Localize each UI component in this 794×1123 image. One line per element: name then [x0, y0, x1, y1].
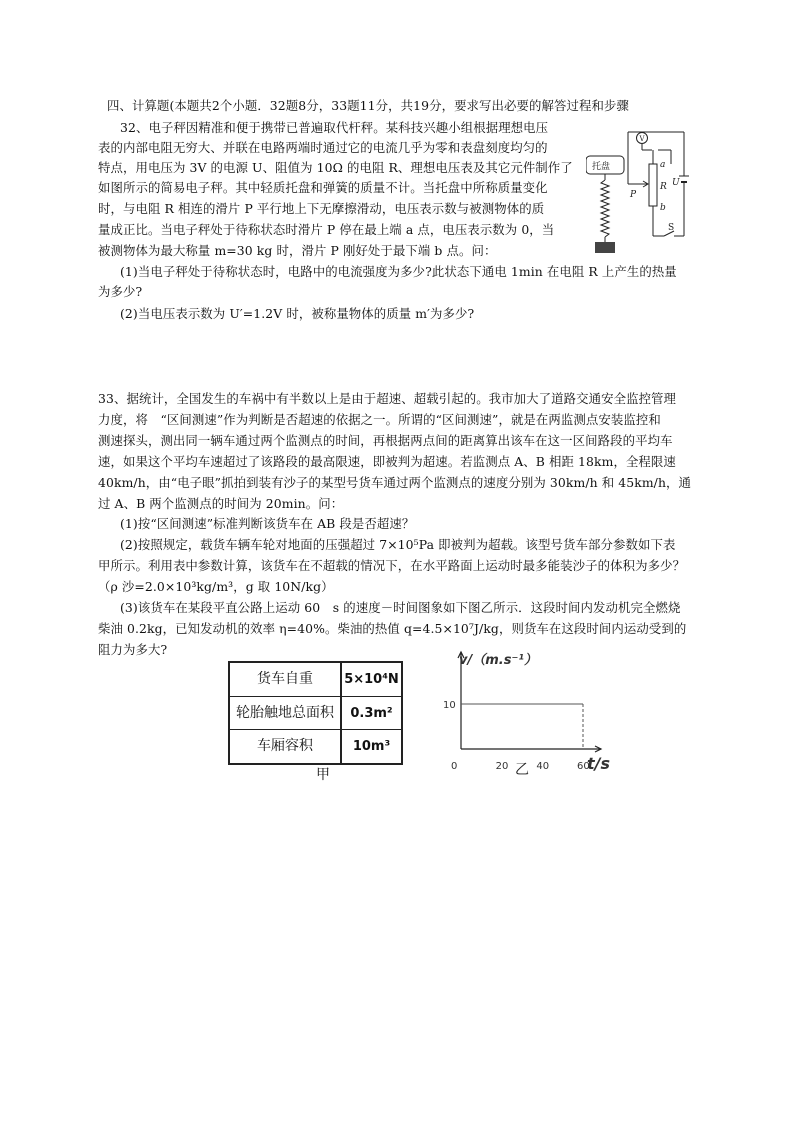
- x-tick-label: 0: [451, 761, 458, 772]
- table-value: 10m³: [352, 739, 391, 754]
- table-key: 轮胎触地总面积: [230, 697, 342, 730]
- section-heading: 四、计算题(本题共2个小题．32题8分，33题11分，共19分，要求写出必要的解答过程和步骤: [107, 98, 629, 113]
- velocity-time-chart: [430, 642, 620, 778]
- q33-sub3-line-3: 阻力为多大?: [98, 642, 168, 657]
- q33-sub2-line-1: (2)按照规定，载货车辆车轮对地面的压强超过 7×10⁵Pa 即被判为超载。该型号货车部分参数如下表: [120, 537, 676, 552]
- q33-line-6: 过 A、B 两个监测点的时间为 20min。问：: [98, 496, 344, 511]
- q32-line-3: 特点，用电压为 3V 的电源 U、阻值为 10Ω 的电阻 R、理想电压表及其它元件制作了: [98, 160, 573, 175]
- q33-sub3-line-1: (3)该货车在某段平直公路上运动 60 s 的速度－时间图象如下图乙所示．这段时间内发动机完全燃烧: [120, 600, 681, 615]
- q32-line-5: 时，与电阻 R 相连的滑片 P 平行地上下无摩擦滑动，电压表示数与被测物体的质: [98, 201, 545, 216]
- y-axis-label: v/（m.s⁻¹）: [459, 653, 538, 668]
- table-row: [230, 729, 401, 763]
- q33-sub1: (1)按“区间测速”标准判断该货车在 AB 段是否超速？: [120, 516, 415, 531]
- q33-line-5: 40km/h，由“电子眼”抓拍到装有沙子的某型号货车通过两个监测点的速度分别为 30km/h 和 45km/h，通: [98, 475, 692, 490]
- q33-sub2-line-3: （ρ 沙=2.0×10³kg/m³，g 取 10N/kg）: [98, 579, 334, 594]
- q32-line-1: 32、电子秤因精准和便于携带已普遍取代杆秤。某科技兴趣小组根据理想电压: [120, 120, 549, 135]
- q32-sub1-line-2: 为多少?: [98, 284, 143, 299]
- label-p: P: [630, 190, 637, 200]
- q32-line-7: 被测物体为最大称量 m=30 kg 时，滑片 P 刚好处于最下端 b 点。问：: [98, 243, 497, 258]
- x-tick-label: 60: [577, 761, 590, 772]
- q33-line-3: 测速探头，测出同一辆车通过两个监测点的时间，再根据两点间的距离算出该车在这一区间路段的平均车: [98, 433, 673, 448]
- q32-line-6: 量成正比。当电子秤处于待称状态时滑片 P 停在最上端 a 点，电压表示数为 0，当: [98, 222, 555, 237]
- table-value: 5×10⁴N: [344, 672, 399, 687]
- q32-line-4: 如图所示的简易电子秤。其中轻质托盘和弹簧的质量不计。当托盘中所称质量变化: [98, 180, 548, 195]
- q32-line-2: 表的内部电阻无穷大、并联在电路两端时通过它的电流几乎为零和表盘刻度均匀的: [98, 140, 548, 155]
- table-key: 货车自重: [230, 663, 342, 696]
- x-axis-label: t/s: [587, 754, 611, 773]
- q33-sub2-line-2: 甲所示。利用表中参数计算，该货车在不超载的情况下，在水平路面上运动时最多能装沙子的体积为多少？: [98, 558, 686, 573]
- label-r: R: [660, 182, 667, 192]
- q32-sub2: (2)当电压表示数为 U′=1.2V 时，被称量物体的质量 m′为多少?: [120, 306, 475, 321]
- table-caption: 甲: [316, 767, 330, 783]
- tray-label: 托盘: [592, 162, 611, 172]
- x-tick-label: 20: [495, 761, 509, 772]
- voltmeter-label: V: [639, 135, 645, 143]
- chart-caption: 乙: [515, 762, 529, 778]
- table-key: 车厢容积: [230, 730, 342, 763]
- table-row: [230, 696, 401, 730]
- x-tick-label: 40: [536, 761, 550, 772]
- q33-line-1: 33、据统计，全国发生的车祸中有半数以上是由于超速、超载引起的。我市加大了道路交通安全监控管理: [98, 391, 677, 406]
- q33-sub3-line-2: 柴油 0.2kg，已知发动机的效率 η=40%。柴油的热值 q=4.5×10⁷J/kg，则货车在这段时间内运动受到的: [98, 621, 687, 636]
- table-value: 0.3m²: [350, 706, 393, 721]
- y-tick-label: 10: [443, 700, 456, 711]
- q33-line-4: 速，如果这个平均车速超过了该路段的最高限速，即被判为超速。若监测点 A、B 相距 18km，全程限速: [98, 454, 676, 469]
- label-b: b: [660, 203, 666, 213]
- q33-line-2: 力度，将 “区间测速”作为判断是否超速的依据之一。所谓的“区间测速”，就是在两监测点安装监控和: [98, 412, 661, 427]
- label-s: S: [668, 223, 675, 233]
- table-row: [230, 663, 401, 696]
- q32-sub1-line-1: (1)当电子秤处于待称状态时，电路中的电流强度为多少?此状态下通电 1min 在电阻 R 上产生的热量: [120, 264, 677, 279]
- electronic-scale-diagram: [586, 124, 696, 257]
- label-a: a: [660, 160, 666, 170]
- truck-params-table: [228, 661, 403, 765]
- label-u: U: [672, 178, 680, 188]
- scale-base-block: [595, 242, 615, 253]
